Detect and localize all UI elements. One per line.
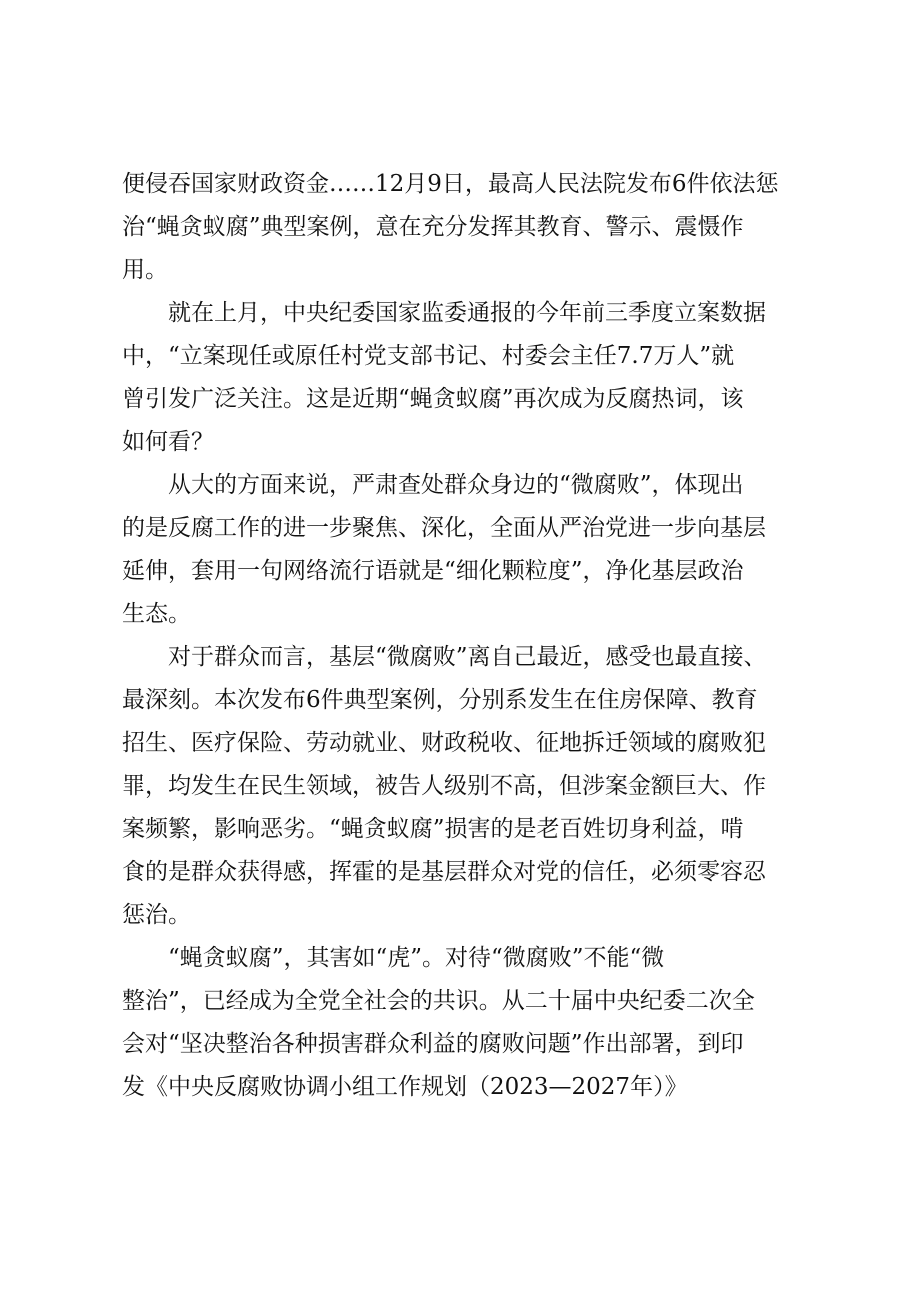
text-line: 如何看？ xyxy=(122,429,214,455)
text-line: 案频繁，影响恶劣。“蝇贪蚁腐”损害的是老百姓切身利益，啃 xyxy=(122,816,744,842)
text-line: 招生、医疗保险、劳动就业、财政税收、征地拆迁领域的腐败犯 xyxy=(122,730,766,756)
text-line: 延伸，套用一句网络流行语就是“细化颗粒度”，净化基层政治 xyxy=(122,558,744,584)
paragraph-first-line: 从大的方面来说，严肃查处群众身边的“微腐败”，体现出 xyxy=(168,472,744,498)
paragraph-first-line: “蝇贪蚁腐”，其害如“虎”。对待“微腐败”不能“微 xyxy=(168,945,665,971)
text-line: 食的是群众获得感，挥霍的是基层群众对党的信任，必须零容忍 xyxy=(122,859,766,885)
paragraph-first-line: 对于群众而言，基层“微腐败”离自己最近，感受也最直接、 xyxy=(168,644,767,670)
text-line: 曾引发广泛关注。这是近期“蝇贪蚁腐”再次成为反腐热词，该 xyxy=(122,386,744,412)
text-line: 治“蝇贪蚁腐”典型案例，意在充分发挥其教育、警示、震慑作 xyxy=(122,214,744,240)
text-line: 最深刻。本次发布6件典型案例，分别系发生在住房保障、教育 xyxy=(122,687,758,713)
paragraph-first-line: 就在上月，中央纪委国家监委通报的今年前三季度立案数据 xyxy=(168,300,766,326)
text-line: 发《中央反腐败协调小组工作规划（2023—2027年）》 xyxy=(122,1074,688,1100)
text-line: 罪，均发生在民生领域，被告人级别不高，但涉案金额巨大、作 xyxy=(122,773,766,799)
text-line: 中，“立案现任或原任村党支部书记、村委会主任7.7万人”就 xyxy=(122,343,735,369)
text-line: 用。 xyxy=(122,257,168,283)
text-line: 会对“坚决整治各种损害群众利益的腐败问题”作出部署，到印 xyxy=(122,1031,744,1057)
body-text xyxy=(122,163,812,1109)
text-line: 生态。 xyxy=(122,601,191,627)
text-line: 惩治。 xyxy=(122,902,191,928)
text-line: 便侵吞国家财政资金……12月9日，最高人民法院发布6件依法惩 xyxy=(122,171,779,197)
text-line: 的是反腐工作的进一步聚焦、深化，全面从严治党进一步向基层 xyxy=(122,515,766,541)
text-line: 整治”，已经成为全党全社会的共识。从二十届中央纪委二次全 xyxy=(122,988,755,1014)
